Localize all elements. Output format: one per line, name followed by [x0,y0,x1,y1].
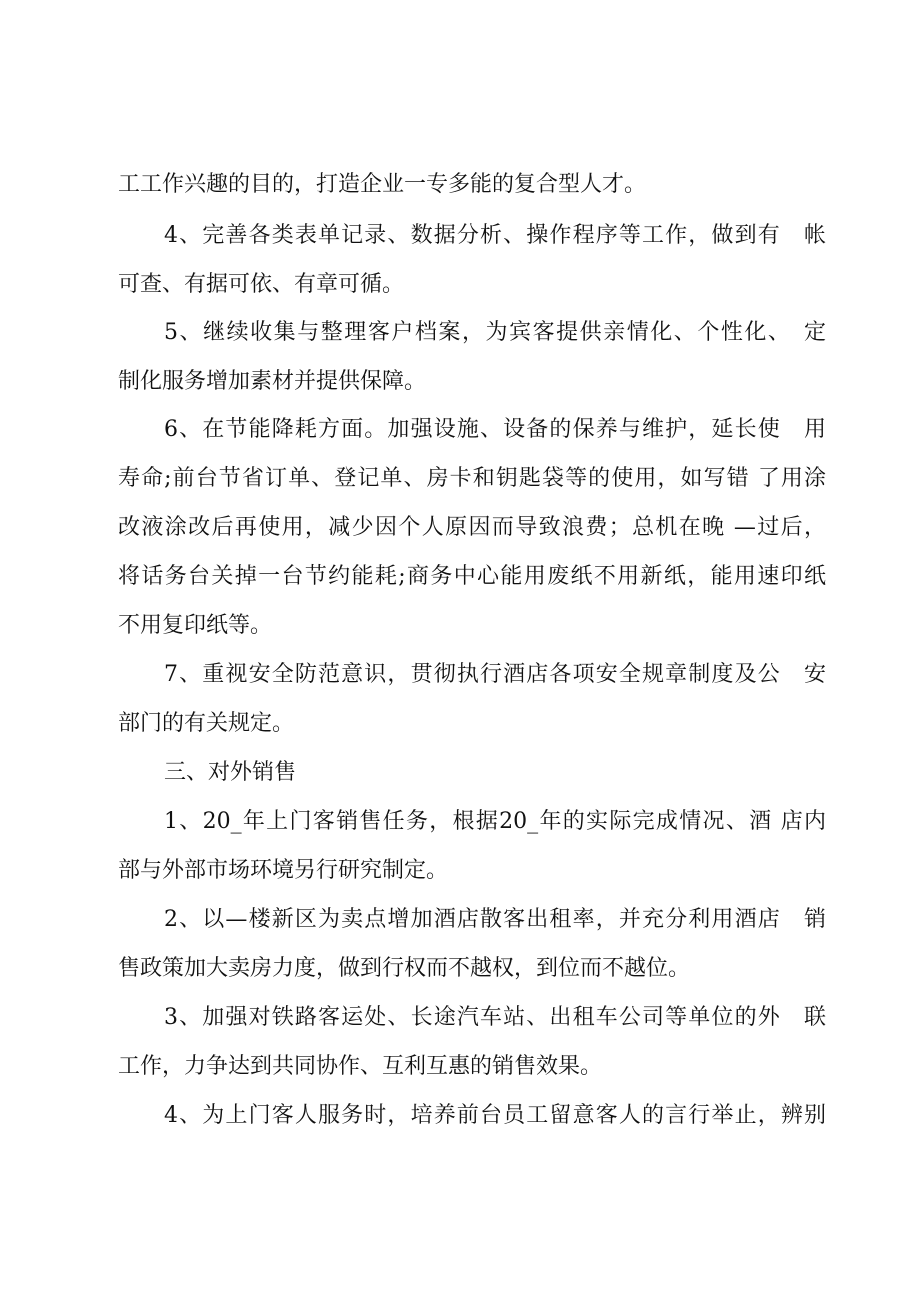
text-line-15: 部与外部市场环境另行研究制定。 [118,858,449,883]
text-line-1: 工工作兴趣的目的，打造企业一专多能的复合型人才。 [118,172,647,197]
text-line-2: 4、完善各类表单记录、数据分析、操作程序等工作，做到有 帐 [164,223,826,248]
text-line-6: 6、在节能降耗方面。加强设施、设备的保养与维护，延长使 用 [164,417,826,442]
text-line-11: 7、重视安全防范意识，贯彻执行酒店各项安全规章制度及公 安 [164,662,826,687]
text-line-9: 将话务台关掉一台节约能耗;商务中心能用废纸不用新纸，能用速印纸 [118,564,826,589]
text-line-14: 1、20_年上门客销售任务，根据20_年的实际完成情况、酒 店内 [164,809,826,834]
text-line-20: 4、为上门客人服务时，培养前台员工留意客人的言行举止，辨别 [164,1103,826,1128]
text-line-17: 售政策加大卖房力度，做到行权而不越权，到位而不越位。 [118,956,691,981]
text-line-12: 部门的有关规定。 [118,711,295,736]
section-heading: 三、对外销售 [164,760,297,785]
text-line-18: 3、加强对铁路客运处、长途汽车站、出租车公司等单位的外 联 [164,1005,826,1030]
text-line-8: 改液涂改后再使用，减少因个人原因而导致浪费；总机在晚 —过后， [118,515,826,540]
text-line-10: 不用复印纸等。 [118,613,273,638]
text-line-7: 寿命;前台节省订单、登记单、房卡和钥匙袋等的使用，如写错 了用涂 [118,466,826,491]
text-line-5: 制化服务增加素材并提供保障。 [118,369,427,394]
text-line-3: 可查、有据可依、有章可循。 [118,272,405,297]
text-line-16: 2、以—楼新区为卖点增加酒店散客出租率，并充分利用酒店 销 [164,907,826,932]
text-line-4: 5、继续收集与整理客户档案，为宾客提供亲情化、个性化、 定 [164,320,826,345]
text-line-19: 工作，力争达到共同协作、互利互惠的销售效果。 [118,1054,603,1079]
